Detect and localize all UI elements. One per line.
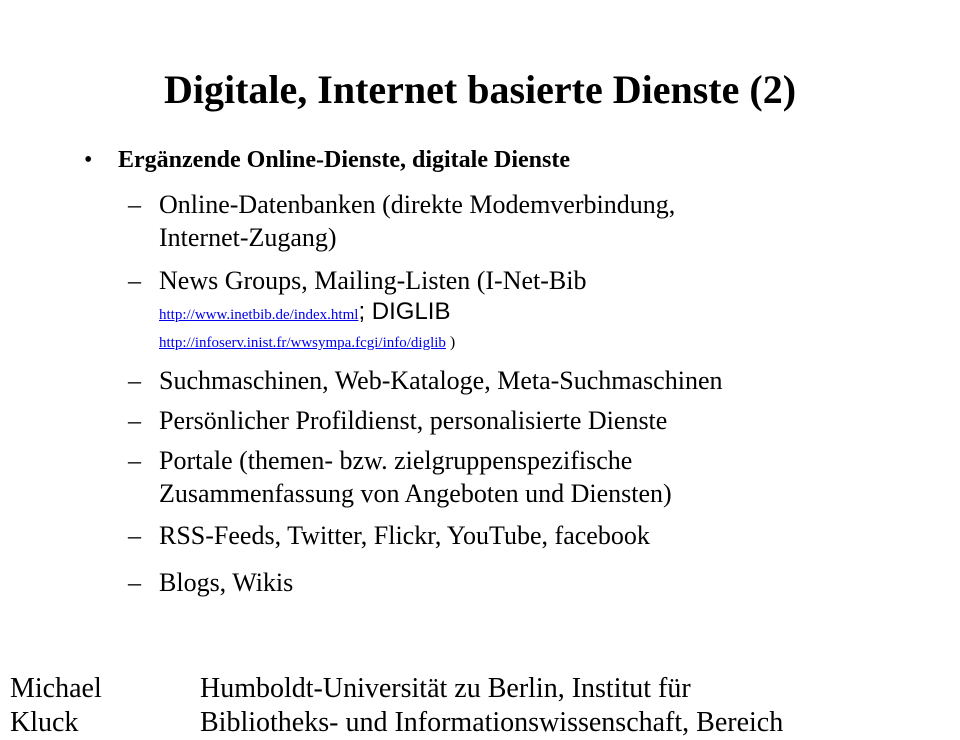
sub-item-portals — [128, 444, 672, 510]
dash-marker: – — [128, 406, 141, 435]
sub-item-search-engines — [128, 364, 722, 397]
main-bullet — [84, 144, 570, 176]
dash-marker: – — [128, 568, 141, 597]
diglib-link[interactable]: http://infoserv.inist.fr/wwsympa.fcgi/info/diglib — [159, 335, 446, 351]
sub-item-profile-service — [128, 404, 667, 437]
main-bullet-label: Ergänzende Online-Dienste, digitale Dienste — [118, 147, 570, 173]
sub-item-line: Suchmaschinen, Web-Kataloge, Meta-Suchmaschinen — [159, 366, 723, 395]
slide-title: Digitale, Internet basierte Dienste (2) — [163, 67, 797, 112]
dash-marker: – — [128, 266, 141, 295]
sub-item-line: Blogs, Wikis — [159, 568, 294, 597]
sub-item-blogs-wikis — [128, 566, 293, 599]
sub-item-line: Online-Datenbanken (direkte Modemverbindung, — [159, 190, 676, 219]
dash-marker: – — [128, 366, 141, 395]
inetbib-link[interactable]: http://www.inetbib.de/index.html — [159, 307, 359, 323]
sub-item-line: Portale (themen- bzw. zielgruppenspezifische — [159, 446, 633, 475]
footer-institution-line: Bibliotheks- und Informationswissenschaft, Bereich — [200, 707, 784, 738]
sub-item-social-media — [128, 519, 650, 552]
dash-marker: – — [128, 446, 141, 475]
footer-institution — [200, 672, 960, 740]
sub-item-line: Zusammenfassung von Angeboten und Diensten) — [159, 479, 672, 508]
footer-institution-line: Humboldt-Universität zu Berlin, Institut für — [200, 673, 691, 704]
sub-item-line: Persönlicher Profildienst, personalisierte Dienste — [159, 406, 668, 435]
footer-author — [10, 672, 160, 740]
sub-item-line: RSS-Feeds, Twitter, Flickr, YouTube, facebook — [159, 521, 650, 550]
footer-author-line: Kluck — [10, 707, 79, 738]
sub-item-news-groups — [128, 264, 586, 355]
footer-author-line: Michael — [10, 673, 102, 704]
sub-item-online-databases — [128, 188, 675, 254]
bullet-marker: • — [84, 147, 93, 173]
closing-paren: ) — [445, 334, 456, 351]
sub-item-line: Internet-Zugang) — [159, 223, 337, 252]
sub-item-line: News Groups, Mailing-Listen (I-Net-Bib — [159, 266, 587, 295]
dash-marker: – — [128, 521, 141, 550]
dash-marker: – — [128, 190, 141, 219]
diglib-label: ; DIGLIB — [358, 298, 451, 325]
